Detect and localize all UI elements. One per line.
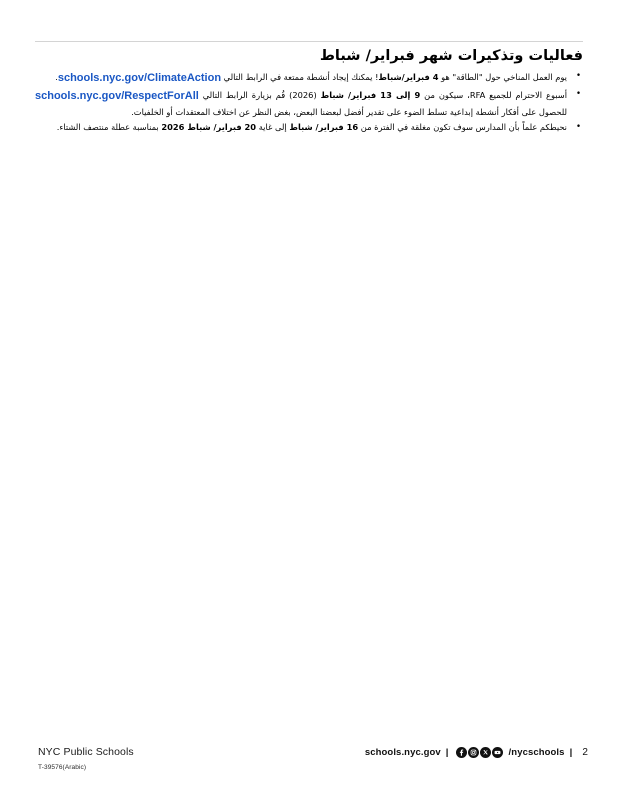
youtube-icon[interactable] bbox=[492, 747, 503, 758]
x-twitter-icon[interactable] bbox=[480, 747, 491, 758]
facebook-icon[interactable] bbox=[456, 747, 467, 758]
footer-branding bbox=[38, 746, 134, 771]
list-item-respect-for-all bbox=[35, 88, 583, 119]
page-number: 2 bbox=[582, 747, 588, 758]
footer-contact bbox=[365, 747, 588, 758]
bullet-text-pre: أسبوع الاحترام للجميع RFA، سيكون من bbox=[420, 90, 567, 101]
list-item-climate-action bbox=[35, 70, 583, 88]
bullet-bold-date: 16 فبراير/ شباط bbox=[289, 121, 359, 132]
social-icons bbox=[456, 747, 503, 758]
header-divider bbox=[35, 41, 583, 42]
announcement-list bbox=[35, 70, 583, 135]
bullet-bold-date-second: 20 فبراير/ شباط 2026 bbox=[161, 121, 257, 132]
link-respect-for-all[interactable]: schools.nyc.gov/RespectForAll bbox=[35, 90, 199, 103]
bullet-text-pre: نحيطكم علماً بأن المدارس سوف تكون مغلقة في الفترة من bbox=[358, 121, 567, 132]
page-footer bbox=[0, 730, 618, 800]
page-title: فعاليات وتذكيرات شهر فبراير/ شباط bbox=[319, 48, 583, 64]
bullet-text-mid: (2026) قُم بزيارة الرابط التالي bbox=[198, 90, 321, 101]
bullet-text-mid: ! يمكنك إيجاد أنشطة ممتعة في الرابط التالي bbox=[221, 71, 379, 82]
organization-name: NYC Public Schools bbox=[38, 746, 134, 758]
bullet-bold-date: 9 إلى 13 فبراير/ شباط bbox=[320, 90, 421, 101]
footer-divider bbox=[35, 730, 583, 731]
bullet-text-mid: إلى غاية bbox=[256, 121, 290, 132]
link-climate-action[interactable]: schools.nyc.gov/ClimateAction bbox=[57, 71, 222, 84]
instagram-icon[interactable] bbox=[468, 747, 479, 758]
bullet-bold-date: 4 فبراير/شباط bbox=[378, 71, 439, 82]
document-code: T-39576(Arabic) bbox=[38, 763, 87, 771]
main-content bbox=[35, 47, 583, 135]
bullet-text-post: للحصول على أفكار أنشطة إبداعية تسلط الضوء على تقدير أفضل لبعضنا البعض، بغض النظر عن اختلاف المعتقدات أو الخلفيات. bbox=[131, 107, 567, 118]
bullet-text-post: . bbox=[55, 71, 58, 82]
footer-handle[interactable]: /nycschools bbox=[508, 747, 565, 758]
footer-website[interactable]: schools.nyc.gov bbox=[364, 747, 441, 758]
footer-separator-1: | bbox=[445, 747, 449, 758]
footer-separator-2: | bbox=[569, 747, 573, 758]
list-item-midwinter-recess bbox=[35, 121, 583, 134]
bullet-text-post: بمناسبة عطلة منتصف الشتاء. bbox=[56, 121, 162, 132]
bullet-text-pre: يوم العمل المناخي حول "الطاقة" هو bbox=[438, 71, 567, 82]
